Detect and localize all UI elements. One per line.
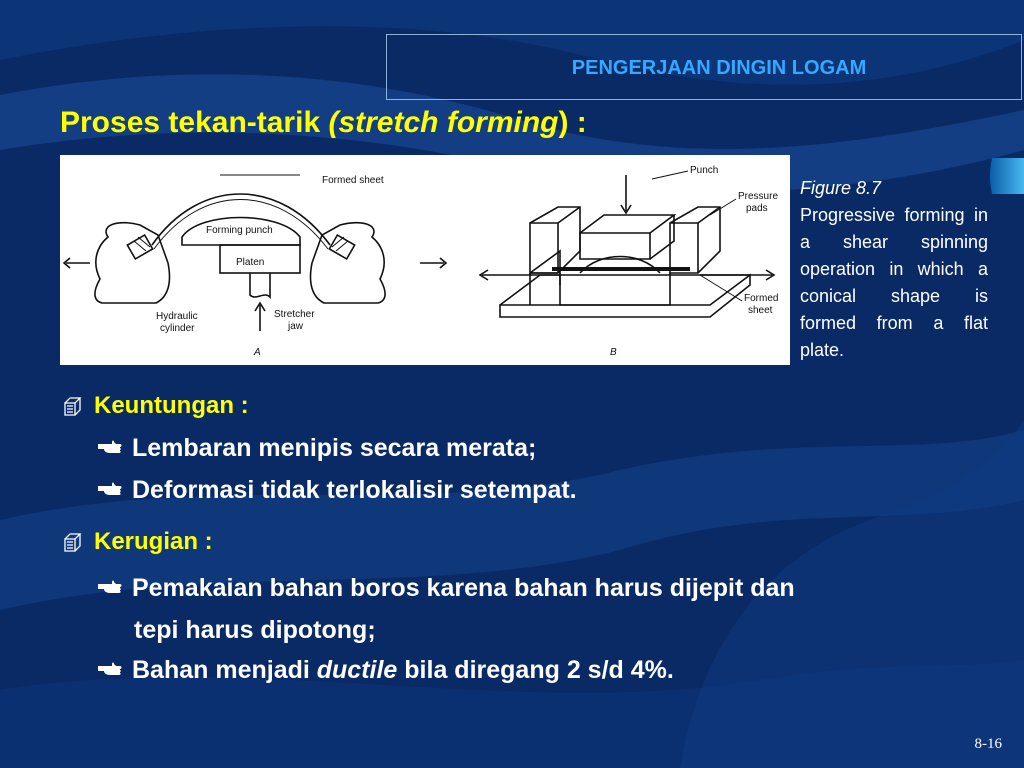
disadvantage-item-2-pre: Bahan menjadi (132, 656, 317, 684)
figure-a-labels (156, 175, 384, 358)
caption-text: Progressive forming in a shear spinning operation in which a conical shape is formed from a flat plate. (800, 205, 988, 360)
label-a: A (254, 347, 261, 358)
disadvantage-item-1-line2: tepi harus dipotong; (134, 616, 376, 644)
label-punch: Punch (690, 165, 719, 176)
pointing-hand-icon (98, 579, 122, 595)
disadvantages-heading (62, 528, 213, 556)
page-number: 8-16 (974, 736, 1002, 752)
label-formed: Formed (744, 293, 779, 304)
label-hydraulic: Hydraulic (156, 311, 198, 322)
figure-b-drawing (480, 171, 774, 317)
label-pads: pads (746, 203, 768, 214)
label-platen: Platen (236, 257, 265, 268)
disadvantage-item-2-italic: ductile (316, 656, 398, 684)
advantage-item-2 (98, 476, 577, 505)
figure-caption (800, 175, 988, 364)
figure-b-labels (610, 165, 778, 358)
advantage-item-1-text: Lembaran menipis secara merata; (132, 434, 537, 462)
disadvantages-heading-text: Kerugian : (94, 528, 213, 555)
figure-a-drawing (64, 175, 446, 331)
advantages-heading (62, 392, 249, 420)
slide-title-text: Proses tekan-tarik (60, 106, 329, 139)
label-forming-punch: Forming punch (206, 225, 273, 236)
pointing-hand-icon (98, 439, 122, 455)
disadvantage-item-1-continued (134, 616, 376, 645)
disadvantage-item-2-post: bila diregang 2 s/d 4%. (397, 656, 674, 684)
figure-image (60, 155, 790, 365)
pointing-hand-icon (98, 481, 122, 497)
pointing-hand-icon (98, 661, 122, 677)
label-formed-sheet: Formed sheet (322, 175, 384, 186)
advantage-item-1 (98, 434, 536, 463)
slide-title-end: ) : (558, 106, 587, 139)
label-pressure: Pressure (738, 191, 779, 202)
label-cylinder: cylinder (160, 323, 195, 334)
header-title: PENGERJAAN DINGIN LOGAM (571, 57, 867, 79)
disadvantage-item-1-text: Pemakaian bahan boros karena bahan harus dijepit dan (132, 574, 795, 602)
advantage-item-2-text: Deformasi tidak terlokalisir setempat. (132, 476, 577, 504)
label-stretcher: Stretcher (274, 309, 315, 320)
advantages-heading-text: Keuntungan : (94, 392, 249, 419)
slide-title (60, 106, 587, 140)
label-b: B (610, 347, 617, 358)
label-sheet: sheet (748, 305, 773, 316)
disadvantage-item-1 (98, 574, 795, 603)
label-jaw: jaw (288, 321, 304, 332)
file-cabinet-icon (62, 532, 84, 552)
file-cabinet-icon (62, 396, 84, 416)
header-frame (386, 34, 1022, 100)
caption-title: Figure 8.7 (800, 178, 882, 198)
tab-accent-icon (988, 158, 1024, 194)
slide-title-italic: (stretch forming (328, 106, 559, 139)
disadvantage-item-2 (98, 656, 674, 685)
